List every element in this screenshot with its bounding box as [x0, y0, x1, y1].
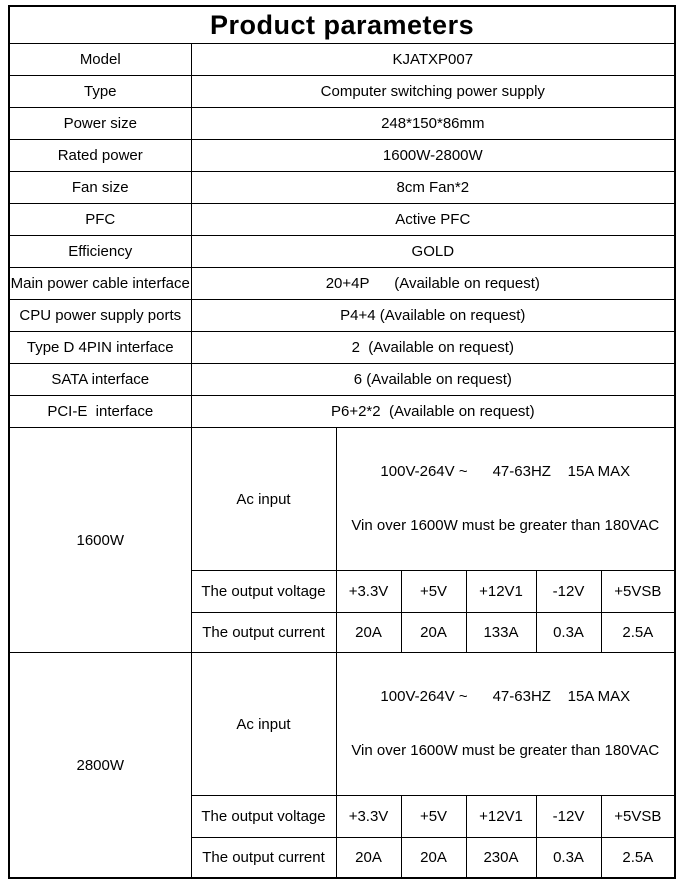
spec-value: 20+4P (Available on request)	[191, 268, 675, 300]
product-parameters-table	[8, 5, 676, 879]
output-current-label: The output current	[191, 838, 336, 879]
page-title: Product parameters	[9, 6, 675, 44]
wattage-label-2800w: 2800W	[9, 653, 191, 879]
current-cell: 20A	[401, 613, 466, 653]
current-cell: 20A	[336, 613, 401, 653]
ac-input-value	[336, 428, 675, 571]
spec-value: Active PFC	[191, 204, 675, 236]
spec-value: Computer switching power supply	[191, 76, 675, 108]
table-row-rated-power	[9, 140, 675, 172]
ac-input-label: Ac input	[191, 428, 336, 571]
table-row-cpu-ports	[9, 300, 675, 332]
spec-label: Efficiency	[9, 236, 191, 268]
table-row-model	[9, 44, 675, 76]
current-cell: 20A	[336, 838, 401, 879]
spec-label: Type D 4PIN interface	[9, 332, 191, 364]
ac-input-value	[336, 653, 675, 796]
spec-label: Fan size	[9, 172, 191, 204]
spec-label: PFC	[9, 204, 191, 236]
table-row-efficiency	[9, 236, 675, 268]
output-voltage-label: The output voltage	[191, 796, 336, 838]
current-cell: 20A	[401, 838, 466, 879]
spec-label: Model	[9, 44, 191, 76]
output-current-label: The output current	[191, 613, 336, 653]
voltage-cell: -12V	[536, 571, 601, 613]
spec-value: 6 (Available on request)	[191, 364, 675, 396]
voltage-cell: +5V	[401, 571, 466, 613]
spec-label: CPU power supply ports	[9, 300, 191, 332]
voltage-cell: +3.3V	[336, 571, 401, 613]
section-2800w-ac-row	[9, 653, 675, 796]
table-row-pcie	[9, 396, 675, 428]
spec-value: P6+2*2 (Available on request)	[191, 396, 675, 428]
ac-input-label: Ac input	[191, 653, 336, 796]
ac-input-line2: Vin over 1600W must be greater than 180VAC	[351, 742, 660, 759]
current-cell: 2.5A	[601, 613, 675, 653]
spec-value: 2 (Available on request)	[191, 332, 675, 364]
voltage-cell: -12V	[536, 796, 601, 838]
spec-value: 248*150*86mm	[191, 108, 675, 140]
spec-label: Power size	[9, 108, 191, 140]
voltage-cell: +12V1	[466, 796, 536, 838]
voltage-cell: +5VSB	[601, 796, 675, 838]
ac-input-line1: 100V-264V ~ 47-63HZ 15A MAX	[380, 688, 631, 705]
table-row-4pin	[9, 332, 675, 364]
wattage-label-1600w: 1600W	[9, 428, 191, 653]
ac-input-line2: Vin over 1600W must be greater than 180VAC	[351, 517, 660, 534]
current-cell: 133A	[466, 613, 536, 653]
spec-label: Main power cable interface	[9, 268, 191, 300]
table-row-pfc	[9, 204, 675, 236]
current-cell: 230A	[466, 838, 536, 879]
section-1600w-ac-row	[9, 428, 675, 571]
voltage-cell: +5V	[401, 796, 466, 838]
spec-value: KJATXP007	[191, 44, 675, 76]
voltage-cell: +12V1	[466, 571, 536, 613]
voltage-cell: +5VSB	[601, 571, 675, 613]
current-cell: 0.3A	[536, 838, 601, 879]
spec-value: P4+4 (Available on request)	[191, 300, 675, 332]
spec-label: PCI-E interface	[9, 396, 191, 428]
table-row-fan-size	[9, 172, 675, 204]
spec-value: 8cm Fan*2	[191, 172, 675, 204]
current-cell: 0.3A	[536, 613, 601, 653]
table-row-sata	[9, 364, 675, 396]
spec-label: SATA interface	[9, 364, 191, 396]
current-cell: 2.5A	[601, 838, 675, 879]
ac-input-line1: 100V-264V ~ 47-63HZ 15A MAX	[380, 463, 631, 480]
spec-value: 1600W-2800W	[191, 140, 675, 172]
spec-label: Rated power	[9, 140, 191, 172]
table-title-row	[9, 6, 675, 44]
spec-value: GOLD	[191, 236, 675, 268]
table-row-power-size	[9, 108, 675, 140]
table-row-type	[9, 76, 675, 108]
spec-label: Type	[9, 76, 191, 108]
table-row-main-power-cable	[9, 268, 675, 300]
output-voltage-label: The output voltage	[191, 571, 336, 613]
voltage-cell: +3.3V	[336, 796, 401, 838]
